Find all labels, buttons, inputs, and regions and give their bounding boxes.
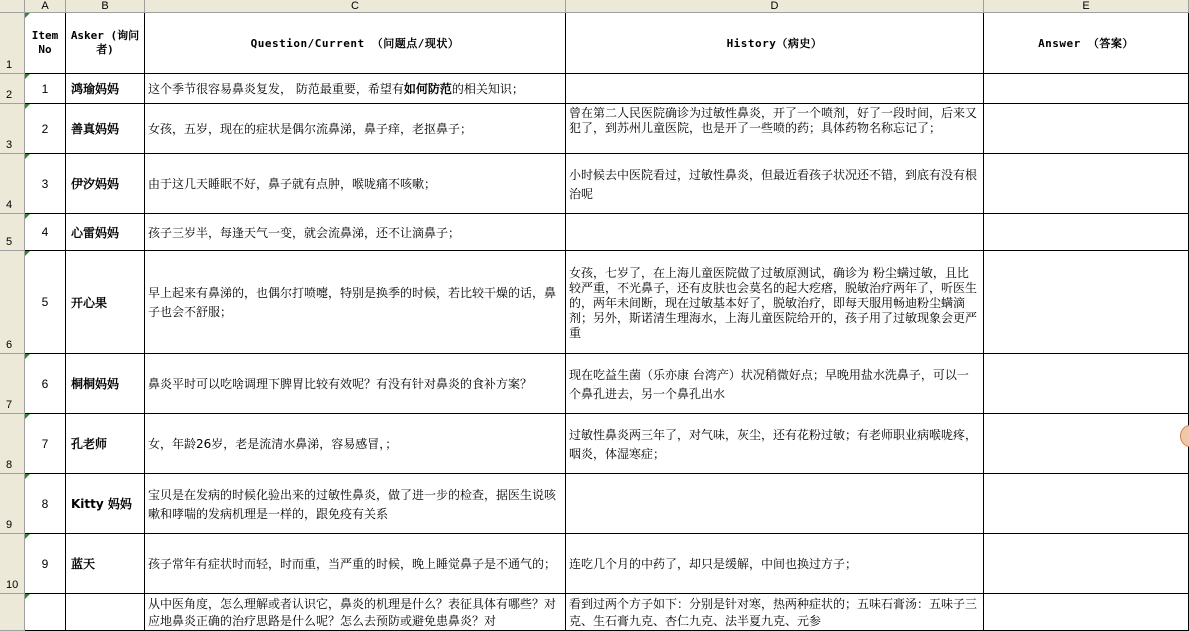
header-item-no[interactable] xyxy=(25,13,66,74)
item-number: 8 xyxy=(41,496,49,511)
row-number: 6 xyxy=(6,339,13,351)
item-number: 9 xyxy=(41,556,49,571)
answer-cell[interactable] xyxy=(984,474,1189,534)
answer-cell[interactable] xyxy=(984,154,1189,214)
row-header-9[interactable] xyxy=(0,474,25,534)
item-cell[interactable] xyxy=(25,74,66,104)
history-cell[interactable] xyxy=(566,534,984,594)
item-number: 4 xyxy=(41,225,49,239)
header-question-label: Question/Current （问题点/现状） xyxy=(250,37,460,50)
row-header-3[interactable] xyxy=(0,104,25,154)
history-cell[interactable] xyxy=(566,414,984,474)
item-number: 5 xyxy=(41,295,49,309)
question-text: 从中医角度，怎么理解或者认识它，鼻炎的机理是什么？表征具体有哪些？对应地鼻炎正确的治疗思路是什么呢？怎么去预防或避免患鼻炎？对 xyxy=(148,597,557,628)
asker-cell[interactable] xyxy=(66,251,145,354)
comment-marker xyxy=(25,474,30,479)
row-header-1[interactable] xyxy=(0,13,25,74)
row-number: 9 xyxy=(6,519,13,531)
history-cell[interactable] xyxy=(566,214,984,251)
history-cell[interactable] xyxy=(566,251,984,354)
comment-marker xyxy=(25,594,30,599)
answer-cell[interactable] xyxy=(984,534,1189,594)
row-header-8[interactable] xyxy=(0,414,25,474)
asker-name: 桐桐妈妈 xyxy=(71,377,120,391)
item-cell[interactable] xyxy=(25,534,66,594)
row-number: 7 xyxy=(6,399,13,411)
header-answer[interactable] xyxy=(984,13,1189,74)
asker-cell[interactable] xyxy=(66,474,145,534)
item-cell[interactable] xyxy=(25,214,66,251)
question-cell[interactable] xyxy=(145,154,566,214)
row-number: 5 xyxy=(6,236,13,248)
question-text: 宝贝是在发病的时候化验出来的过敏性鼻炎，做了进一步的检查，据医生说咳嗽和哮喘的发病机理是一样的，跟免疫有关系 xyxy=(148,487,557,521)
item-cell[interactable] xyxy=(25,354,66,414)
asker-cell[interactable] xyxy=(66,594,145,631)
asker-name: 蓝天 xyxy=(71,557,96,571)
comment-marker xyxy=(25,214,30,219)
question-text-bold: 如何防范 xyxy=(403,82,452,96)
header-history-label: History（病史） xyxy=(726,37,823,50)
column-header-d[interactable]: D xyxy=(566,0,984,13)
asker-cell[interactable] xyxy=(66,104,145,154)
header-answer-label: Answer （答案） xyxy=(1038,37,1134,50)
item-cell[interactable] xyxy=(25,251,66,354)
asker-name: Kitty 妈妈 xyxy=(71,497,132,511)
row-header-5[interactable] xyxy=(0,214,25,251)
item-number: 6 xyxy=(41,376,49,391)
history-text: 小时候去中医院看过，过敏性鼻炎，但最近看孩子状况还不错，到底有没有根治呢 xyxy=(569,167,978,201)
question-cell[interactable] xyxy=(145,354,566,414)
header-asker[interactable] xyxy=(66,13,145,74)
item-cell[interactable] xyxy=(25,154,66,214)
column-header-e[interactable]: E xyxy=(984,0,1189,13)
row-number: 8 xyxy=(6,459,13,471)
item-number: 2 xyxy=(41,121,49,136)
answer-cell[interactable] xyxy=(984,74,1189,104)
item-cell[interactable] xyxy=(25,104,66,154)
comment-marker xyxy=(25,74,30,79)
question-cell[interactable] xyxy=(145,414,566,474)
question-text: 女，年龄26岁，老是流清水鼻涕，容易感冒，； xyxy=(148,437,398,451)
header-asker-label: Asker (询问者) xyxy=(70,29,140,56)
question-cell[interactable] xyxy=(145,474,566,534)
question-text: 由于这几天睡眠不好，鼻子就有点肿，喉咙痛不咳嗽； xyxy=(148,177,437,191)
history-cell[interactable] xyxy=(566,474,984,534)
asker-cell[interactable] xyxy=(66,74,145,104)
comment-marker xyxy=(25,154,30,159)
row-header-2[interactable] xyxy=(0,74,25,104)
question-cell[interactable] xyxy=(145,104,566,154)
item-number: 1 xyxy=(41,81,49,96)
header-item-no-label: Item No xyxy=(31,29,59,56)
question-cell[interactable] xyxy=(145,214,566,251)
item-number: 7 xyxy=(41,436,49,451)
row-header-11[interactable] xyxy=(0,594,25,631)
asker-name: 开心果 xyxy=(71,295,108,310)
answer-cell[interactable] xyxy=(984,214,1189,251)
row-header-7[interactable] xyxy=(0,354,25,414)
answer-cell[interactable] xyxy=(984,251,1189,354)
comment-marker xyxy=(25,534,30,539)
asker-name: 鸿瑜妈妈 xyxy=(71,82,120,96)
answer-cell[interactable] xyxy=(984,104,1189,154)
row-number: 2 xyxy=(6,89,13,101)
history-text: 连吃几个月的中药了，却只是缓解，中间也换过方子； xyxy=(569,557,858,571)
question-text: 女孩，五岁，现在的症状是偶尔流鼻涕，鼻子痒，老抠鼻子； xyxy=(148,122,473,136)
select-all-corner[interactable] xyxy=(0,0,25,13)
question-text xyxy=(148,80,524,99)
asker-name: 伊汐妈妈 xyxy=(71,177,120,191)
asker-cell[interactable] xyxy=(66,154,145,214)
history-cell[interactable] xyxy=(566,594,984,631)
row-header-6[interactable] xyxy=(0,251,25,354)
item-number: 3 xyxy=(41,176,49,191)
history-cell[interactable] xyxy=(566,104,984,154)
row-header-4[interactable] xyxy=(0,154,25,214)
question-text: 鼻炎平时可以吃啥调理下脾胃比较有效呢？有没有针对鼻炎的食补方案？ xyxy=(148,377,533,391)
question-text: 孩子常年有症状时而轻，时而重，当严重的时候，晚上睡觉鼻子是不通气的； xyxy=(148,557,557,571)
question-text-pre: 这个季节很容易鼻炎复发， 防范最重要，希望有 xyxy=(148,82,404,96)
history-text: 曾在第二人民医院确诊为过敏性鼻炎，开了一个喷剂，好了一段时间，后来又犯了，到苏州儿童医院，也是开了一些喷的药；具体药物名称忘记了； xyxy=(569,106,978,135)
row-number: 4 xyxy=(6,199,13,211)
history-text: 女孩，七岁了，在上海儿童医院做了过敏原测试，确诊为 粉尘螨过敏，且比较严重，不光鼻子，还有皮肤也会莫名的起大疙瘩，脱敏治疗两年了，听医生的，两年未间断，现在过敏基本好了，脱敏治疗，即每天服用畅迪粉尘螨滴剂；另外，斯诺清生理海水，上海儿童医院给开的，孩子用了过敏现象会更严重 xyxy=(569,265,978,340)
question-cell[interactable] xyxy=(145,594,566,631)
history-cell[interactable] xyxy=(566,354,984,414)
comment-marker xyxy=(25,251,30,256)
column-header-b[interactable]: B xyxy=(66,0,145,13)
header-history[interactable] xyxy=(566,13,984,74)
asker-name: 善真妈妈 xyxy=(71,122,120,136)
history-text: 现在吃益生菌（乐亦康 台湾产）状况稍微好点；早晚用盐水洗鼻子，可以一个鼻孔进去，另一个鼻孔出水 xyxy=(569,367,969,401)
question-cell[interactable] xyxy=(145,74,566,104)
row-number: 10 xyxy=(6,579,19,591)
comment-marker xyxy=(25,414,30,419)
comment-marker xyxy=(25,13,30,18)
question-text-post: 的相关知识； xyxy=(451,82,524,96)
history-text: 过敏性鼻炎两三年了，对气味，灰尘，还有花粉过敏；有老师职业病喉咙疼，咽炎，体湿寒症； xyxy=(569,427,978,461)
item-cell[interactable] xyxy=(25,414,66,474)
history-cell[interactable] xyxy=(566,74,984,104)
asker-cell[interactable] xyxy=(66,214,145,251)
row-header-10[interactable] xyxy=(0,534,25,594)
row-number: 3 xyxy=(6,139,13,151)
question-cell[interactable] xyxy=(145,251,566,354)
header-question[interactable] xyxy=(145,13,566,74)
answer-cell[interactable] xyxy=(984,594,1189,631)
row-number: 1 xyxy=(6,59,13,71)
column-header-a[interactable]: A xyxy=(25,0,66,13)
answer-cell[interactable] xyxy=(984,414,1189,474)
comment-marker xyxy=(25,104,30,109)
item-cell[interactable] xyxy=(25,594,66,631)
item-cell[interactable] xyxy=(25,474,66,534)
asker-cell[interactable] xyxy=(66,354,145,414)
history-text: 看到过两个方子如下：分别是针对寒，热两种症状的；五味石膏汤：五味子三克、生石膏九克、杏仁九克、法半夏九克、元参 xyxy=(569,597,978,628)
asker-cell[interactable] xyxy=(66,414,145,474)
column-header-c[interactable]: C xyxy=(145,0,566,13)
question-cell[interactable] xyxy=(145,534,566,594)
asker-name: 孔老师 xyxy=(71,437,108,451)
question-text: 孩子三岁半，每逢天气一变，就会流鼻涕，还不让滴鼻子； xyxy=(148,225,461,240)
question-text: 早上起来有鼻涕的，也偶尔打喷嚏，特别是换季的时候，若比较干燥的话，鼻子也会不舒服； xyxy=(148,286,557,319)
asker-name: 心雷妈妈 xyxy=(71,225,120,240)
asker-cell[interactable] xyxy=(66,534,145,594)
answer-cell[interactable] xyxy=(984,354,1189,414)
history-cell[interactable] xyxy=(566,154,984,214)
comment-marker xyxy=(25,354,30,359)
